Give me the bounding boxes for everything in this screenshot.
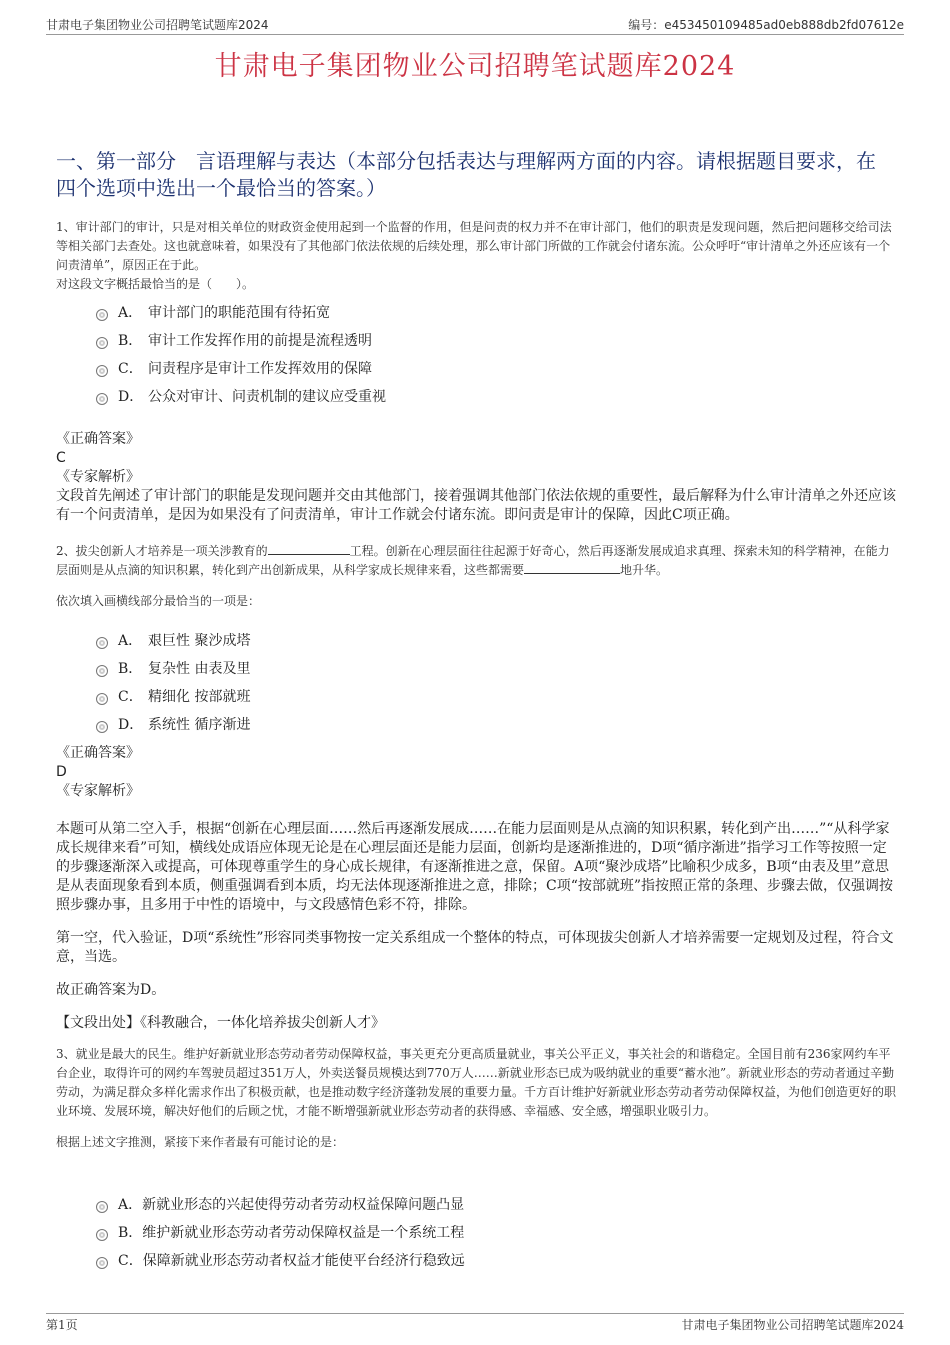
option-b[interactable]: B． 审计工作发挥作用的前提是流程透明 — [96, 326, 386, 354]
question-1 — [56, 218, 898, 294]
analysis-text: 文段首先阐述了审计部门的职能是发现问题并交由其他部门，接着强调其他部门依法依规的重要性，最后解释为什么审计清单之外还应该有一个问责清单，是因为如果没有了问责清单，审计工作就会付诸东流。即问责是审计的保障，因此C项正确。 — [56, 488, 896, 523]
section-heading: 一、第一部分 言语理解与表达（本部分包括表达与理解两方面的内容。请根据题目要求，在四个选项中选出一个最恰当的答案。） — [56, 149, 876, 200]
radio-icon[interactable] — [96, 721, 108, 733]
option-text: 艰巨性 聚沙成塔 — [148, 633, 251, 649]
page-header — [46, 14, 904, 35]
option-d[interactable]: D． 公众对审计、问责机制的建议应受重视 — [96, 382, 386, 410]
answer-value: D — [56, 764, 67, 780]
question-3 — [56, 1045, 898, 1152]
option-text: 系统性 循序渐进 — [148, 717, 251, 733]
analysis-text-2: 第一空，代入验证，D项“系统性”形容同类事物按一定关系组成一个整体的特点，可体现拔尖创新人才培养需要一定规划及过程，符合文意，当选。 — [56, 930, 894, 965]
radio-icon[interactable] — [96, 665, 108, 677]
analysis-text-3: 故正确答案为D。 — [56, 982, 166, 998]
analysis-label: 《专家解析》 — [56, 469, 140, 485]
question-2-options — [96, 626, 250, 738]
option-text: 保障新就业形态劳动者权益才能使平台经济行稳致远 — [142, 1253, 465, 1269]
header-code: 编号：e453450109485ad0eb888db2fd07612e — [628, 18, 904, 32]
radio-icon[interactable] — [96, 1229, 108, 1241]
analysis-text-1: 本题可从第二空入手，根据“创新在心理层面……然后再逐渐发展成……在能力层面则是从点滴的知识积累，转化到产出……”“从科学家成长规律来看”可知，横线处成语应体现无论是在心理层面还是能力层面，创新均是逐渐推进的，D项“循序渐进”指学习工作等按照一定的步骤逐渐深入或提高，可体现尊重学生的身心成长规律，有逐渐推进之意，保留。A项“聚沙成塔”比喻积少成多，B项“由表及里”意思是从表面现象看到本质，侧重强调看到本质，均无法体现逐渐推进之意，排除；C项“按部就班”指按照正常的条理、步骤去做，仅强调按照步骤办事，且多用于中性的语境中，与文段感情色彩不符，排除。 — [56, 821, 894, 913]
option-text: 精细化 按部就班 — [148, 689, 251, 705]
option-text: 问责程序是审计工作发挥效用的保障 — [148, 361, 372, 377]
document-title: 甘肃电子集团物业公司招聘笔试题库2024 — [214, 51, 736, 82]
answer-label: 《正确答案》 — [56, 431, 140, 447]
question-1-options — [96, 298, 386, 410]
question-2 — [56, 542, 898, 611]
question-3-options — [96, 1190, 465, 1274]
option-a[interactable]: A． 艰巨性 聚沙成塔 — [96, 626, 250, 654]
option-c[interactable]: C． 精细化 按部就班 — [96, 682, 250, 710]
radio-icon[interactable] — [96, 693, 108, 705]
option-text: 审计部门的职能范围有待拓宽 — [148, 305, 330, 321]
fill-blank — [268, 542, 350, 555]
radio-icon[interactable] — [96, 393, 108, 405]
page-number: 第1页 — [46, 1318, 78, 1332]
answer-value: C — [56, 450, 66, 466]
option-a[interactable]: A． 审计部门的职能范围有待拓宽 — [96, 298, 386, 326]
option-b[interactable]: B． 复杂性 由表及里 — [96, 654, 250, 682]
option-text: 新就业形态的兴起使得劳动者劳动权益保障问题凸显 — [142, 1197, 465, 1213]
header-title: 甘肃电子集团物业公司招聘笔试题库2024 — [46, 18, 269, 32]
question-2-prompt: 依次填入画横线部分最恰当的一项是： — [56, 594, 261, 608]
question-1-prompt: 对这段文字概括最恰当的是（ ）。 — [56, 277, 255, 291]
option-c[interactable]: C． 问责程序是审计工作发挥效用的保障 — [96, 354, 386, 382]
answer-label: 《正确答案》 — [56, 745, 140, 761]
option-b[interactable]: B． 维护新就业形态劳动者劳动保障权益是一个系统工程 — [96, 1218, 465, 1246]
radio-icon[interactable] — [96, 637, 108, 649]
radio-icon[interactable] — [96, 1257, 108, 1269]
radio-icon[interactable] — [96, 365, 108, 377]
footer-title: 甘肃电子集团物业公司招聘笔试题库2024 — [681, 1318, 904, 1332]
radio-icon[interactable] — [96, 1201, 108, 1213]
radio-icon[interactable] — [96, 309, 108, 321]
question-3-text: 3、就业是最大的民生。维护好新就业形态劳动者劳动保障权益，事关更充分更高质量就业，事关公平正义，事关社会的和谐稳定。全国目前有236家网约车平台企业，取得许可的网约车驾驶员超过351万人，外卖送餐员规模达到770万人……新就业形态已成为吸纳就业的重要“蓄水池”。新就业形态的劳动者通过辛勤劳动，为满足群众多样化需求作出了积极贡献，也是推动数字经济蓬勃发展的重要力量。千方百计维护好新就业形态劳动者劳动保障权益，为他们创造更好的职业环境、发展环境，解决好他们的后顾之忧，才能不断增强新就业形态劳动者的获得感、幸福感、安全感，增强职业吸引力。 — [56, 1047, 897, 1118]
question-1-text: 1、审计部门的审计，只是对相关单位的财政资金使用起到一个监督的作用，但是问责的权力并不在审计部门，他们的职责是发现问题，然后把问题移交给司法等相关部门去查处。这也就意味着，如果没有了其他部门依法依规的后续处理，那么审计部门所做的工作就会付诸东流。公众呼吁“审计清单之外还应该有一个问责清单”，原因正在于此。 — [56, 220, 892, 272]
fill-blank — [524, 561, 620, 574]
radio-icon[interactable] — [96, 337, 108, 349]
question-1-answer-block — [56, 430, 898, 525]
option-text: 审计工作发挥作用的前提是流程透明 — [148, 333, 372, 349]
option-a[interactable]: A． 新就业形态的兴起使得劳动者劳动权益保障问题凸显 — [96, 1190, 465, 1218]
option-c[interactable]: C． 保障新就业形态劳动者权益才能使平台经济行稳致远 — [96, 1246, 465, 1274]
source-citation: 【文段出处】《科教融合，一体化培养拔尖创新人才》 — [56, 1015, 385, 1031]
question-3-prompt: 根据上述文字推测，紧接下来作者最有可能讨论的是： — [56, 1135, 345, 1149]
question-2-text: 2、拔尖创新人才培养是一项关涉教育的 工程。创新在心理层面往往起源于好奇心，然后再逐渐发展成追求真理、探索未知的科学精神，在能力层面则是从点滴的知识积累，转化到产出创新成果，从科学家成长规律来看，这些都需要 地升华。 — [56, 544, 890, 577]
option-text: 公众对审计、问责机制的建议应受重视 — [148, 389, 386, 405]
analysis-label: 《专家解析》 — [56, 783, 140, 799]
option-text: 复杂性 由表及里 — [148, 661, 251, 677]
option-text: 维护新就业形态劳动者劳动保障权益是一个系统工程 — [142, 1225, 465, 1241]
question-2-answer-block — [56, 744, 898, 1033]
page-footer — [46, 1313, 904, 1334]
option-d[interactable]: D． 系统性 循序渐进 — [96, 710, 250, 738]
